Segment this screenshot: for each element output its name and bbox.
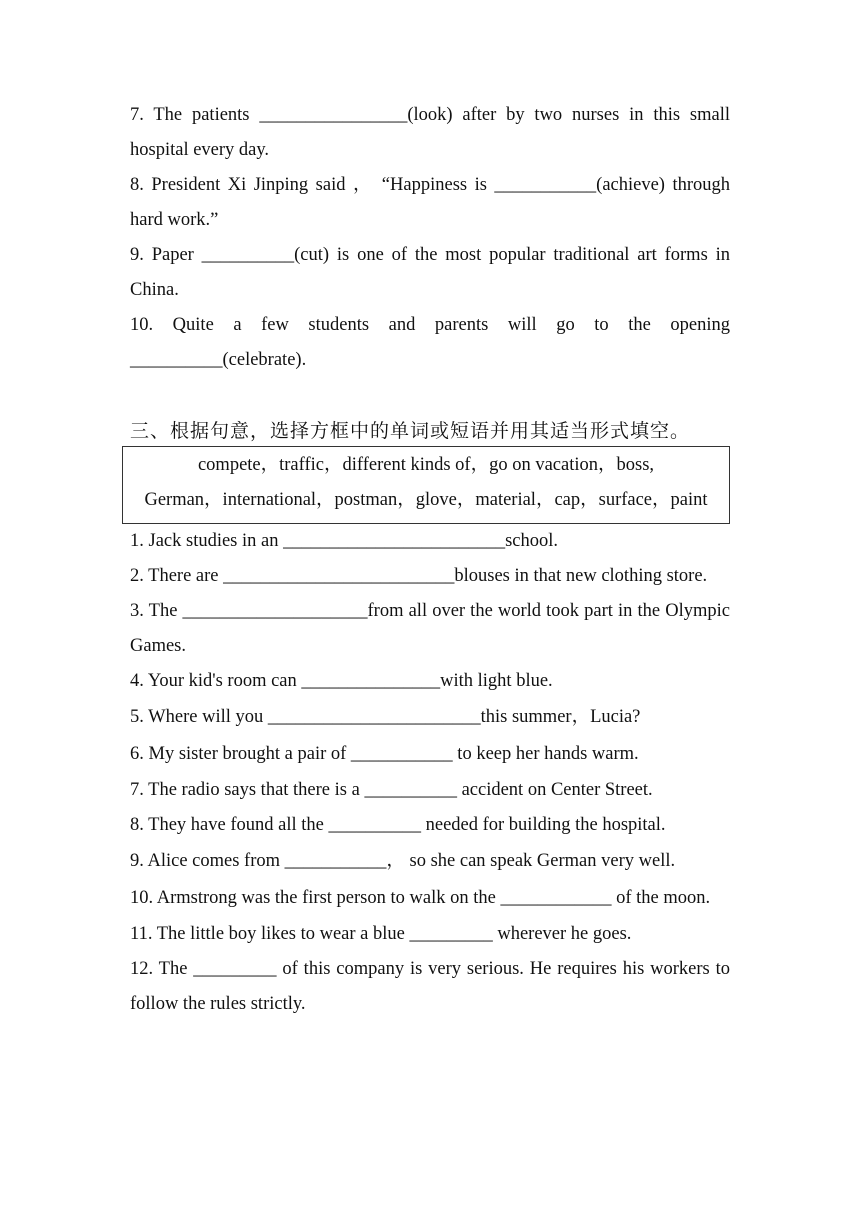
question-item: 6. My sister brought a pair of ___________ to keep her hands warm. [130, 744, 639, 764]
word-box-line: compete，traffic，different kinds of，go on vacation，boss, [197, 455, 655, 475]
question-item: 1. Jack studies in an ________________________school. [130, 531, 559, 551]
question-item: 2. There are _________________________blouses in that new clothing store. [130, 566, 708, 586]
question-item: 7. The patients ________________(look) after by two nurses in this small hospital every day. [130, 105, 730, 160]
question-item: 5. Where will you _______________________this summer，Lucia? [130, 707, 641, 727]
question-item: 8. They have found all the __________ needed for building the hospital. [130, 815, 666, 835]
question-list [130, 524, 730, 1022]
part2-continued [130, 98, 730, 378]
question-item: 3. The ____________________from all over the world took part in the Olympic Games. [130, 601, 730, 656]
question-item: 11. The little boy likes to wear a blue _________ wherever he goes. [130, 924, 632, 944]
word-box [122, 446, 730, 524]
section-title: 三、根据句意，选择方框中的单词或短语并用其适当形式填空。 [130, 420, 691, 442]
question-item: 4. Your kid's room can _______________with light blue. [130, 671, 553, 691]
question-item: 9. Paper __________(cut) is one of the most popular traditional art forms in China. [130, 245, 730, 300]
section-3 [130, 420, 730, 1022]
question-item: 9. Alice comes from ___________， so she can speak German very well. [130, 851, 676, 871]
question-item: 12. The _________ of this company is very serious. He requires his workers to follow the rules strictly. [130, 959, 730, 1014]
question-item: 7. The radio says that there is a __________ accident on Center Street. [130, 780, 653, 800]
question-item: 10. Armstrong was the first person to walk on the ____________ of the moon. [130, 888, 711, 908]
worksheet-page [130, 98, 730, 1022]
question-item: 10. Quite a few students and parents will go to the opening __________(celebrate). [130, 315, 730, 370]
word-box-line: German，international，postman，glove，material，cap，surface，paint [144, 490, 708, 510]
section-spacer [130, 378, 730, 420]
question-item: 8. President Xi Jinping said ， “Happiness is ___________(achieve) through hard work.” [130, 175, 730, 230]
